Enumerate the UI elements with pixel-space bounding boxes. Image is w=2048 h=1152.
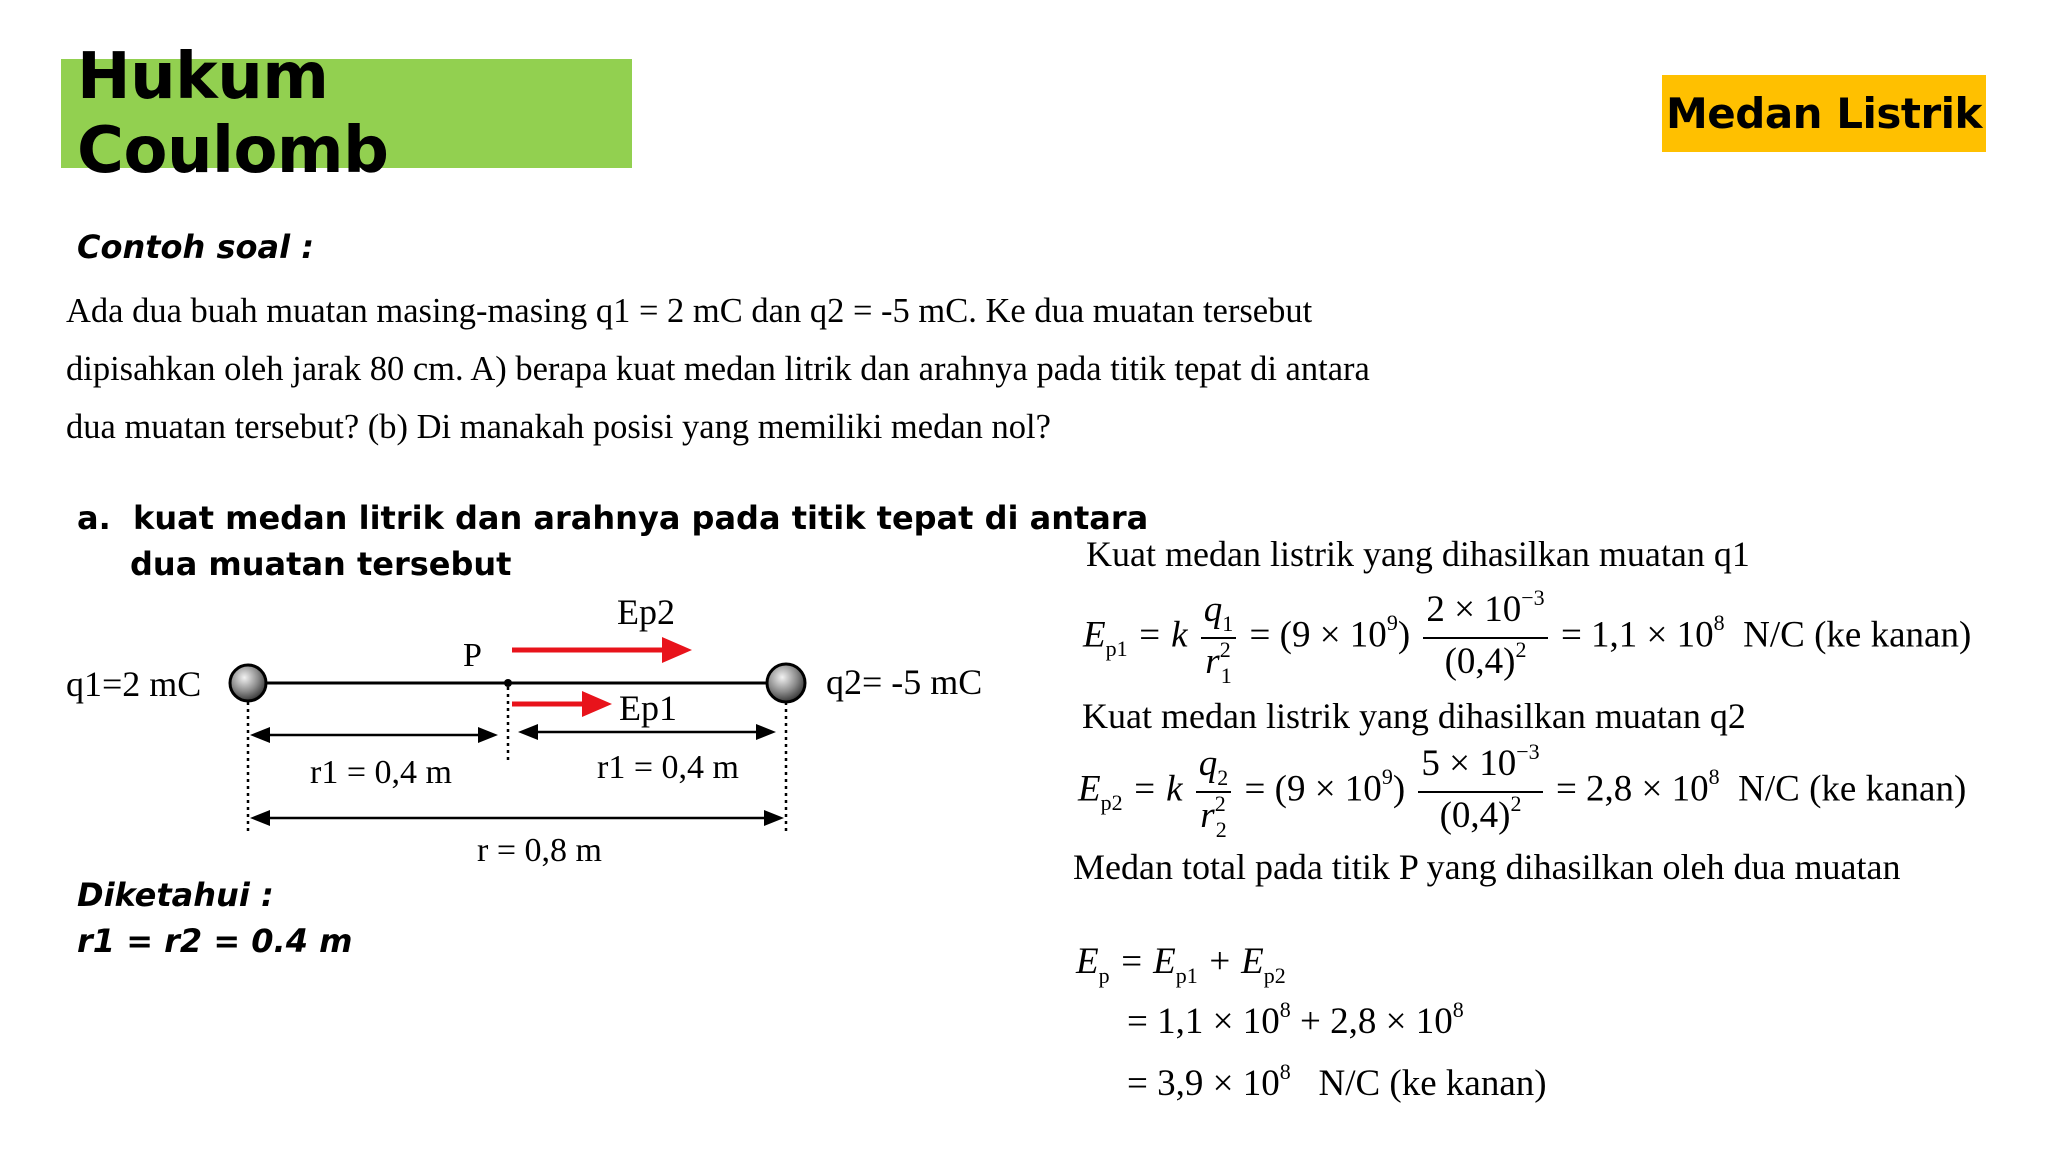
q1-field-heading: Kuat medan listrik yang dihasilkan muatan q1 (1086, 534, 1750, 574)
problem-statement (66, 282, 1526, 456)
q2-field-heading: Kuat medan listrik yang dihasilkan muatan q2 (1082, 696, 1746, 736)
dimension-arrowhead (518, 724, 538, 740)
dimension-arrowhead (756, 724, 776, 740)
dimension-arrowhead (250, 727, 270, 743)
charge-q1-icon (230, 665, 266, 701)
problem-line: dua muatan tersebut? (b) Di manakah posisi yang memiliki medan nol? (66, 408, 1051, 446)
ep1-equation: $E_{p1} = k$ $\frac{q_1}{r^2_1}$ = $(9 \times 10^9)$ $\frac{2 \times 10^{-3}}{(0,4)^2}$ = $1,1 \times 10^8$ N/C (ke kanan) (1083, 585, 1972, 688)
q1-label: q1=2 mC (66, 664, 202, 704)
r1-right-label: r1 = 0,4 m (597, 749, 739, 786)
total-line-2: = $1,1 \times 10^8 + 2,8 \times 10^8$ (1127, 997, 1464, 1042)
r1-left-label: r1 = 0,4 m (310, 754, 452, 791)
known-block (77, 872, 352, 964)
problem-line: Ada dua buah muatan masing-masing q1 = 2 mC dan q2 = -5 mC. Ke dua muatan tersebut (66, 292, 1313, 330)
question-a (77, 495, 1148, 587)
known-value: r1 = r2 = 0.4 m (77, 922, 353, 960)
problem-line: dipisahkan oleh jarak 80 cm. A) berapa kuat medan litrik dan arahnya pada titik tepat di antara (66, 350, 1370, 388)
point-p-dot (504, 679, 512, 687)
topic-label: Medan Listrik (1666, 89, 1982, 138)
ep2-arrow-head (662, 637, 692, 663)
dimension-arrowhead (764, 810, 784, 826)
total-line-1: $E_p = E_{p1} + E_{p2}$ (1076, 941, 1286, 988)
page-title: Hukum Coulomb (77, 39, 389, 188)
total-field-heading: Medan total pada titik P yang dihasilkan oleh dua muatan (1073, 847, 1901, 887)
title-banner (61, 39, 632, 188)
charge-q2-icon (767, 664, 805, 702)
example-label: Contoh soal : (77, 228, 314, 266)
ep2-label: Ep2 (617, 592, 675, 632)
dimension-arrowhead (478, 727, 498, 743)
ep1-arrow-head (582, 691, 612, 717)
point-p-label: P (463, 637, 482, 674)
question-text-line1: kuat medan litrik dan arahnya pada titik tepat di antara (133, 499, 1149, 537)
known-label: Diketahui : (77, 876, 274, 914)
question-marker: a. (77, 499, 111, 537)
ep2-equation: $E_{p2} = k$ $\frac{q_2}{r^2_2}$ = $(9 \times 10^9)$ $\frac{5 \times 10^{-3}}{(0,4)^2}$ = $2,8 \times 10^8$ N/C (ke kanan) (1078, 739, 1967, 842)
r-total-label: r = 0,8 m (477, 832, 602, 869)
ep1-label: Ep1 (619, 688, 677, 728)
dimension-arrowhead (250, 810, 270, 826)
question-text-line2: dua muatan tersebut (130, 545, 512, 583)
total-line-3: = $3,9 \times 10^8$ N/C (ke kanan) (1127, 1059, 1547, 1104)
charge-diagram (0, 580, 1020, 880)
q2-label: q2= -5 mC (826, 662, 983, 702)
topic-badge (1662, 75, 1986, 152)
